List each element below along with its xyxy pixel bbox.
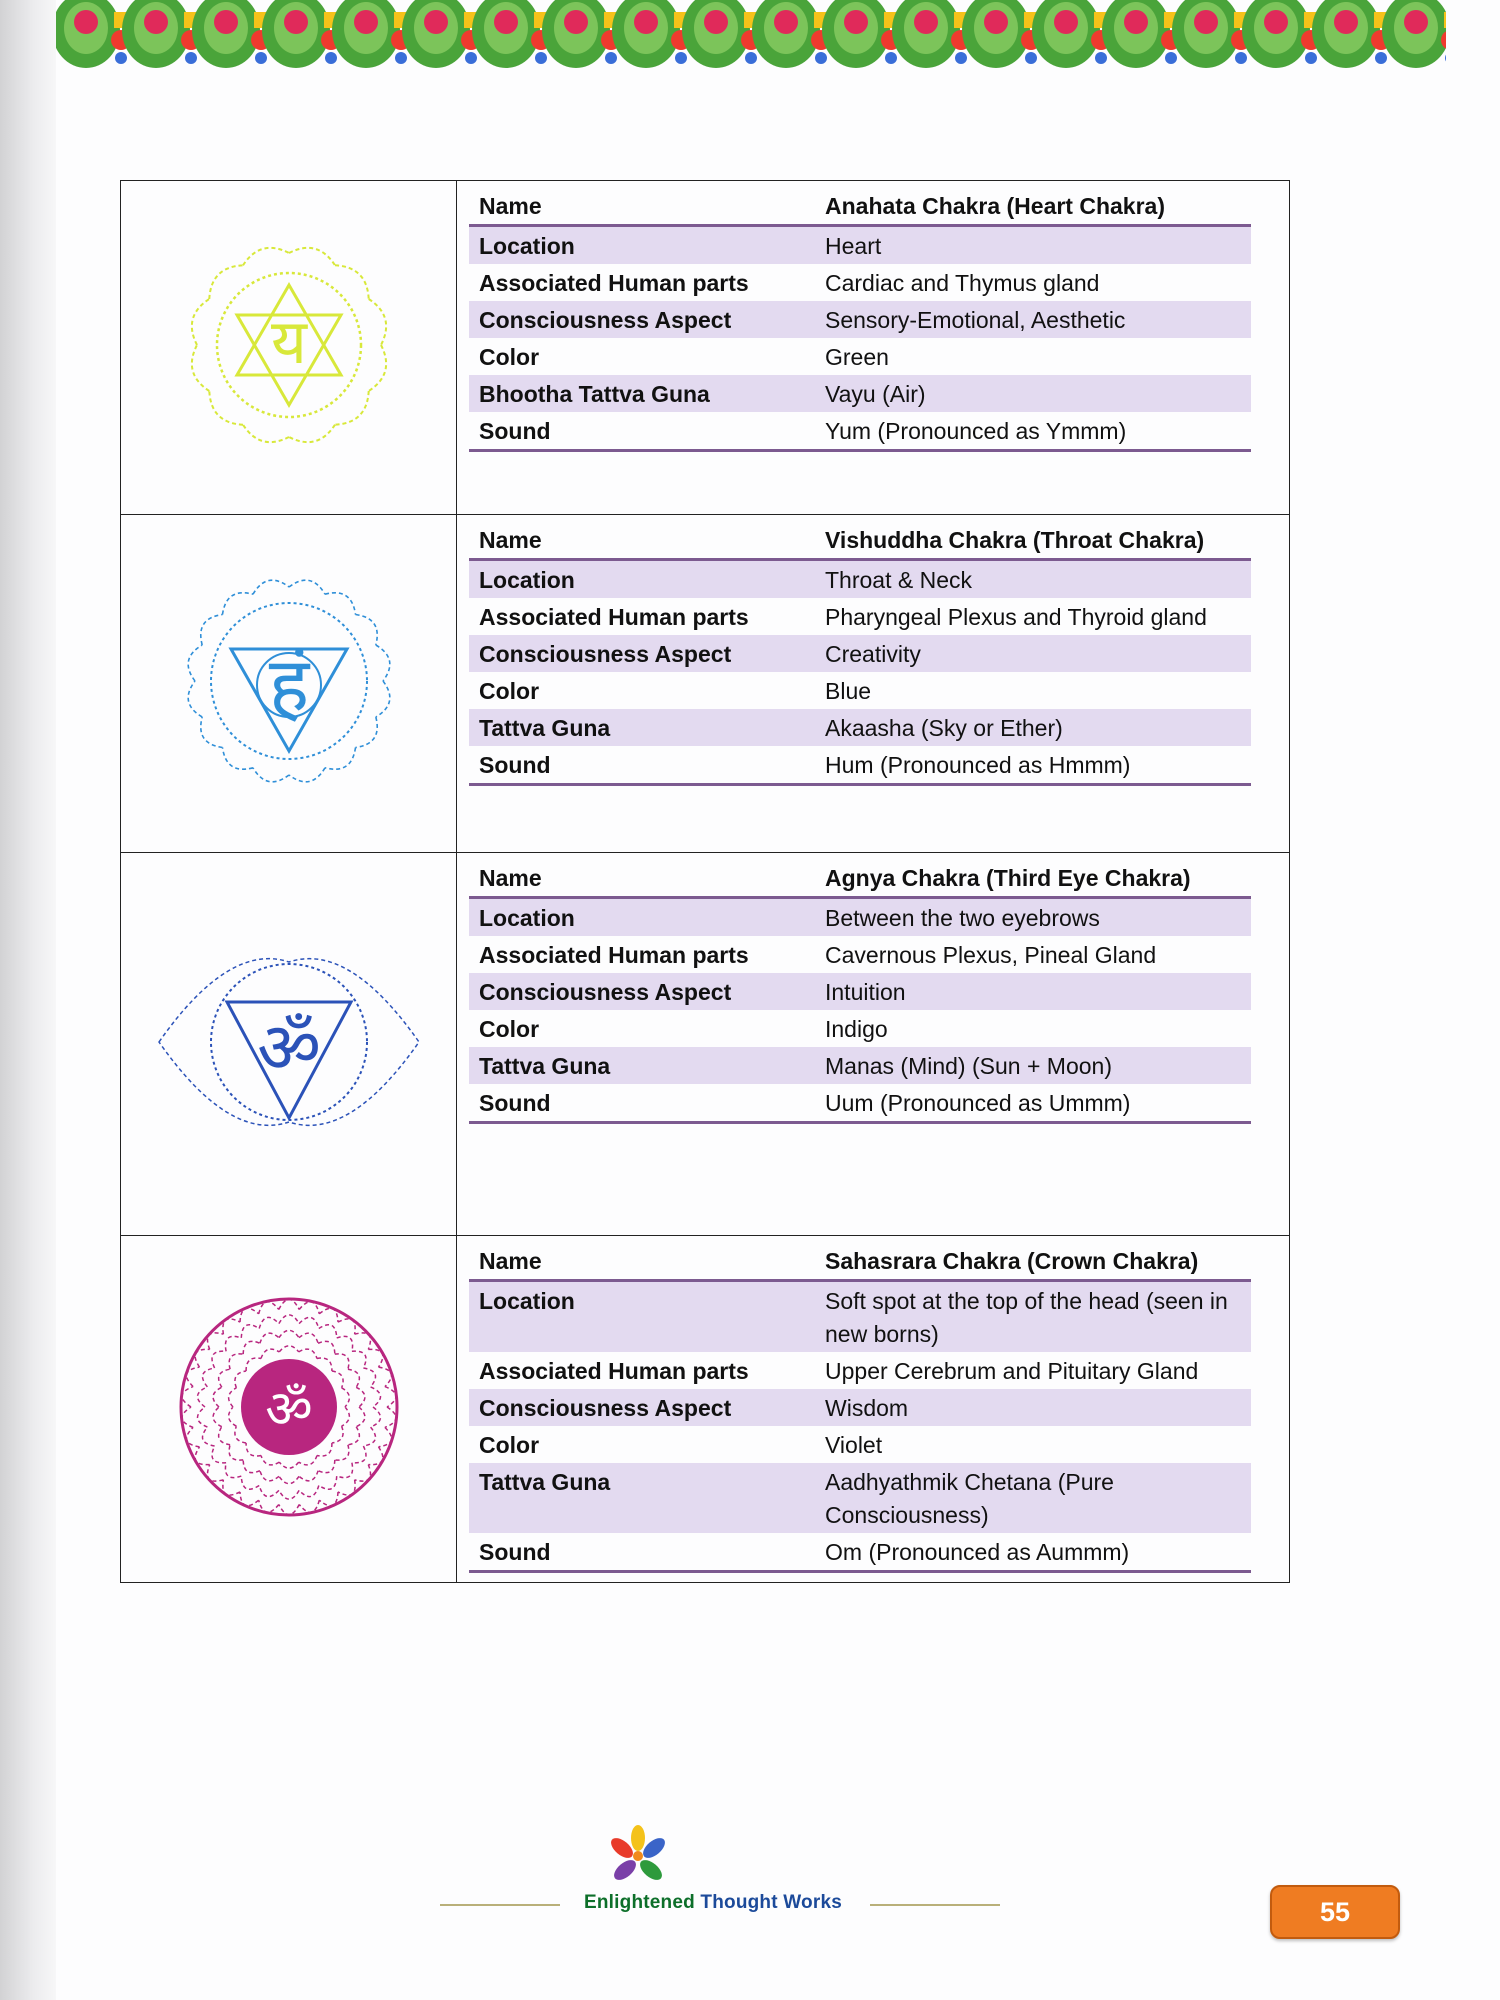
attribute-row [469,1352,1251,1389]
attribute-value: Sahasrara Chakra (Crown Chakra) [815,1242,1251,1281]
attribute-label: Associated Human parts [479,604,749,630]
attribute-label: Name [469,1242,815,1281]
attribute-value: Creativity [815,635,1251,672]
attribute-value: Cardiac and Thymus gland [825,270,1100,296]
attribute-row [469,898,1251,937]
anahata-chakra-icon [169,225,409,465]
chakra-attribute-table [469,187,1251,452]
chakra-image-cell [121,515,457,853]
attribute-value: Om (Pronounced as Aummm) [815,1533,1251,1572]
attribute-row [469,226,1251,265]
attribute-label: Bhootha Tattva Guna [469,375,815,412]
attribute-label: Color [479,1432,540,1458]
chakra-row [121,515,1290,853]
attribute-value: Violet [825,1432,883,1458]
chakra-image-cell [121,853,457,1236]
attribute-row [469,375,1251,412]
chakra-row [121,181,1290,515]
attribute-row [469,1084,1251,1123]
attribute-row [469,859,1251,898]
attribute-value: Manas (Mind) (Sun + Moon) [815,1047,1251,1084]
vishuddha-chakra-icon [169,561,409,801]
attribute-value: Upper Cerebrum and Pituitary Gland [825,1358,1199,1384]
attribute-row [469,1463,1251,1533]
attribute-label: Location [469,226,815,265]
attribute-row [469,1389,1251,1426]
svg-text:हं: हं [268,640,309,729]
logo-hands-icon [580,1820,870,1900]
attribute-label: Consciousness Aspect [469,301,815,338]
attribute-label: Name [469,521,815,560]
chakra-info-cell [457,515,1290,853]
attribute-value: Cavernous Plexus, Pineal Gland [825,942,1157,968]
agnya-chakra-icon [139,922,439,1162]
attribute-row [469,560,1251,599]
attribute-value: Soft spot at the top of the head (seen in new borns) [815,1281,1251,1353]
chakra-attribute-table [469,1242,1251,1573]
svg-text:ॐ: ॐ [256,1006,321,1089]
svg-text:ॐ: ॐ [264,1379,313,1440]
attribute-value: Throat & Neck [815,560,1251,599]
attribute-label: Color [479,678,540,704]
attribute-value: Vayu (Air) [815,375,1251,412]
attribute-value: Intuition [815,973,1251,1010]
attribute-value: Sensory-Emotional, Aesthetic [815,301,1251,338]
attribute-value: Wisdom [815,1389,1251,1426]
attribute-row [469,746,1251,785]
attribute-label: Tattva Guna [469,1463,815,1533]
attribute-label: Sound [469,746,815,785]
attribute-value: Uum (Pronounced as Ummm) [815,1084,1251,1123]
attribute-value: Vishuddha Chakra (Throat Chakra) [815,521,1251,560]
attribute-value: Anahata Chakra (Heart Chakra) [815,187,1251,226]
chakra-attribute-table [469,521,1251,786]
chakra-row [121,853,1290,1236]
attribute-label: Location [469,560,815,599]
attribute-label: Sound [469,1533,815,1572]
attribute-row [469,187,1251,226]
page-number-badge: 55 [1270,1885,1400,1939]
attribute-label: Consciousness Aspect [469,1389,815,1426]
attribute-value: Yum (Pronounced as Ymmm) [815,412,1251,451]
attribute-row [469,521,1251,560]
chakra-info-cell [457,853,1290,1236]
attribute-row [469,598,1251,635]
attribute-label: Consciousness Aspect [469,973,815,1010]
attribute-row [469,1242,1251,1281]
attribute-label: Name [469,859,815,898]
attribute-row [469,264,1251,301]
chakra-image-cell [121,181,457,515]
attribute-label: Sound [469,412,815,451]
attribute-row [469,338,1251,375]
chakra-row [121,1236,1290,1583]
attribute-value: Green [825,344,889,370]
attribute-label: Name [469,187,815,226]
attribute-label: Consciousness Aspect [469,635,815,672]
attribute-label: Color [479,1016,540,1042]
attribute-label: Associated Human parts [479,270,749,296]
attribute-label: Location [469,1281,815,1353]
floral-border-decoration [56,0,1446,84]
attribute-value: Between the two eyebrows [815,898,1251,937]
attribute-row [469,973,1251,1010]
attribute-value: Pharyngeal Plexus and Thyroid gland [825,604,1207,630]
attribute-value: Blue [825,678,872,704]
attribute-row [469,1047,1251,1084]
attribute-value: Hum (Pronounced as Hmmm) [815,746,1251,785]
attribute-value: Agnya Chakra (Third Eye Chakra) [815,859,1251,898]
attribute-row [469,1533,1251,1572]
chakra-image-cell [121,1236,457,1583]
attribute-label: Associated Human parts [479,942,749,968]
attribute-row [469,412,1251,451]
chakra-info-cell [457,1236,1290,1583]
attribute-row [469,1426,1251,1463]
page-binding-shadow [0,0,56,2000]
attribute-value: Indigo [825,1016,888,1042]
sahasrara-chakra-icon [169,1287,409,1527]
attribute-row [469,1281,1251,1353]
attribute-label: Location [469,898,815,937]
attribute-value: Heart [815,226,1251,265]
attribute-label: Tattva Guna [469,709,815,746]
attribute-label: Color [479,344,540,370]
chakra-attribute-table [469,859,1251,1124]
attribute-label: Associated Human parts [479,1358,749,1384]
attribute-value: Aadhyathmik Chetana (Pure Consciousness) [815,1463,1251,1533]
logo-wordmark: Enlightened Thought Works [584,1892,842,1913]
attribute-label: Sound [469,1084,815,1123]
attribute-row [469,709,1251,746]
chakra-info-cell [457,181,1290,515]
svg-text:य: य [270,305,307,378]
attribute-row [469,936,1251,973]
attribute-value: Akaasha (Sky or Ether) [815,709,1251,746]
chakra-table [120,180,1290,1583]
attribute-row [469,1010,1251,1047]
attribute-row [469,672,1251,709]
attribute-label: Tattva Guna [469,1047,815,1084]
attribute-row [469,635,1251,672]
attribute-row [469,301,1251,338]
